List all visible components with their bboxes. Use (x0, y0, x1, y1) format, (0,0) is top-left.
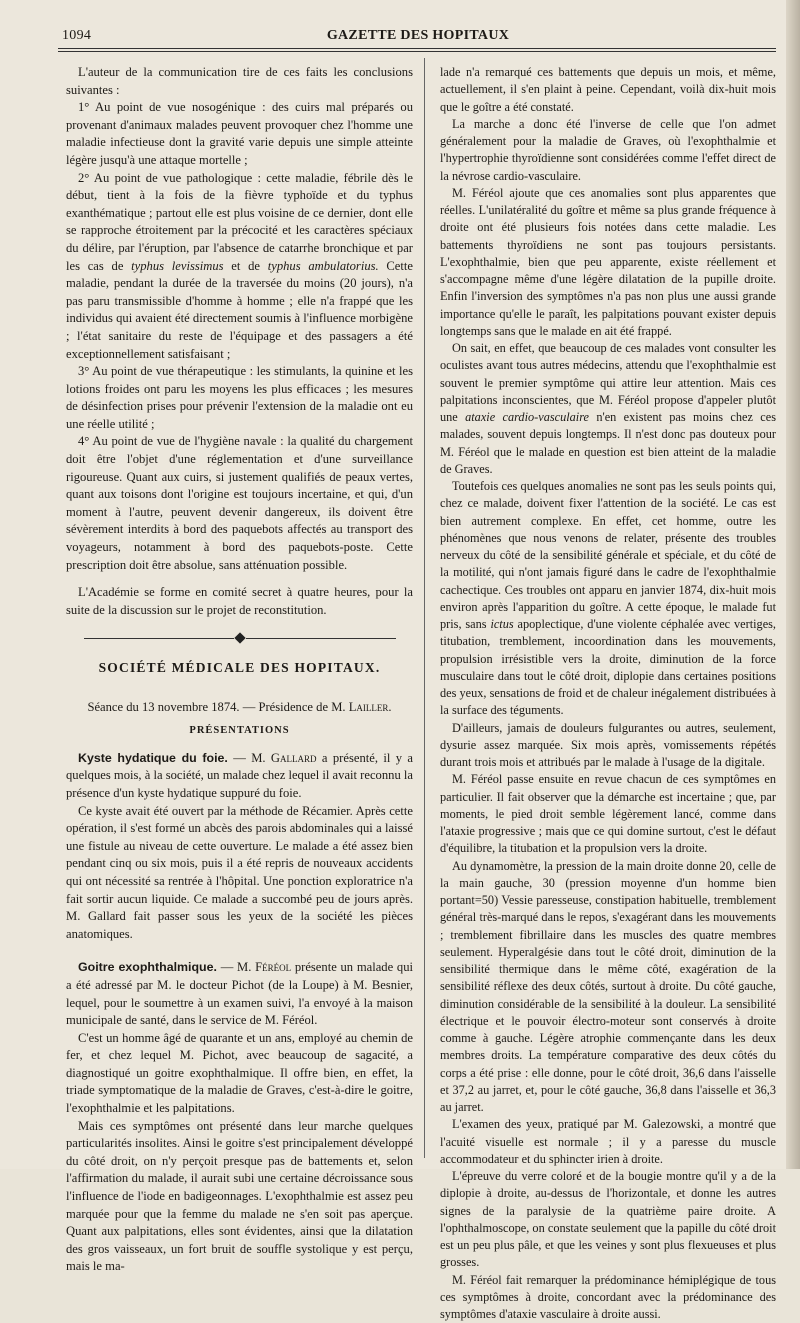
paragraph-r7: M. Féréol passe ensuite en revue chacun de ces symptômes en particulier. Il fait observer que la démarche est incertaine ; que, par moments, le pied droit semble légèrement lancé, comme dans l'ataxie progressive ; mais que ce qui domine surtout, c'est le défaut d'équilibre, la titubation et la propulsion vers la droite. (440, 771, 776, 857)
column-divider (424, 58, 425, 1158)
paragraph-r5 (440, 478, 776, 720)
page-binding-edge (786, 0, 800, 1169)
divider-line (84, 638, 234, 639)
divider-diamond (234, 632, 245, 643)
text-run: a présenté, il y a quelques mois, à la société, un malade chez lequel il avait reconnu la présence d'un kyste hydatique suppuré du foie. (66, 751, 413, 800)
paragraph-conclusion-4: 4° Au point de vue de l'hygiène navale : la qualité du chargement doit être l'objet d'une réglementation et d'une surveillance rigoureuse. Quant aux cuirs, si justement qualifiés de peaux vertes, quant aux toisons dont l'origine est toujours incertaine, et qui, d'un moment à l'autre, peuvent devenir dangereux, ils doivent être sévèrement interdits à bord des paquebots affectés au transport des voyageurs, notamment à bord des paquebots-poste. Cette prescription doit être absolue, sans atténuation possible. (66, 433, 413, 574)
paragraph-conclusion-1: 1° Au point de vue nosogénique : des cuirs mal préparés ou provenant d'animaux malades peuvent provoquer chez l'homme une maladie infectieuse dont la gravité varie depuis une simple atteinte légère jusqu'à une attaque mortelle ; (66, 99, 413, 169)
paragraph-r8: Au dynamomètre, la pression de la main droite donne 20, celle de la main gauche, 30 (pression moyenne d'un homme bien portant=50) Vessie paresseuse, constipation habituelle, tremblement général très-marqué dans le repos, s'exagérant dans les mouvements ; tremblement fibrillaire dans les muscles des quatre membres seulement. Hyperalgésie dans tout le côté droit, diminution de la sensibilité thermique dans le même côté, exagération de la sensibilité réflexe des deux côtés, surtout à droite. Du côté gauche, diminution considérable de la sensibilité à la douleur. La sensibilité électrique et le pouvoir électro-moteur sont conservés à droite comme à gauche. Légère atrophie commençante dans les deux membres droits. La température comparative des deux côtés du corps a été prise : elle donne, pour le côté droit, 36,6 dans l'aisselle et 37,2 au jarret, et, pour le côté gauche, 36,8 dans l'aisselle et 36,3 au jarret. (440, 858, 776, 1117)
page-number: 1094 (62, 28, 91, 44)
paragraph-r2: La marche a donc été l'inverse de celle que l'on admet généralement pour la maladie de Graves, où l'exophthalmie et l'hypertrophie thyroïdienne sont considérées comme l'effet direct de la névrose cardio-vasculaire. (440, 116, 776, 185)
paragraph-r1: lade n'a remarqué ces battements que depuis un mois, et même, actuellement, il s'en plaint à peine. Cependant, voilà dix-huit mois que le goître a été constaté. (440, 64, 776, 116)
paragraph-goitre-2: C'est un homme âgé de quarante et un ans, employé au chemin de fer, et chez lequel M. Pichot, avec beaucoup de sagacité, a diagnostiqué un goitre exophthalmique. Il offre bien, en effet, la triade symptomatique de la maladie de Graves, c'est-à-dire le goitre, l'exophthalmie et les palpitations. (66, 1030, 413, 1118)
paragraph-conclusion-2 (66, 170, 413, 364)
text-run: 2° Au point de vue pathologique : cette maladie, fébrile dès le début, tient à la fois de la fièvre typhoïde et du typhus exanthématique ; partout elle est plus voisine de ce dernier, dont elle se rapproche étroitement par la précocité et les caractères spéciaux du délire, par l'éruption, par l'absence de catarrhe bronchique et par les cas de (66, 171, 413, 273)
text-run: Toutefois ces quelques anomalies ne sont pas les seuls points qui, chez ce malade, doivent fixer l'attention de la société. Le cas est bien autrement complexe. En effet, cet homme, outre les phénomènes que nous venons de relater, présente des troubles nerveux du côté de la sensibilité générale et spéciale, et du côté de la motilité, qui n'ont jamais figuré dans le cadre de l'exophthalmie cachectique. Ces troubles ont apparu en janvier 1874, dix-huit mois environ après l'apparition du goître. A cette époque, le malade fut pris, sans (440, 479, 776, 631)
ornament-divider (66, 629, 413, 647)
journal-title: GAZETTE DES HOPITAUX (62, 28, 774, 44)
text-run: présente un malade qui a été adressé par M. le docteur Pichot (de la Loupe) à M. Besnier, lequel, pour le soumettre à un examen suivi, l'a envoyé à la maison municipale de santé, dans le service de M. Féréol. (66, 960, 413, 1027)
rubric-kyste: Kyste hydatique du foie. (78, 751, 228, 765)
header-rule-top (58, 48, 776, 49)
presentations-heading: PRÉSENTATIONS (66, 722, 413, 740)
paragraph-academie: L'Académie se forme en comité secret à quatre heures, pour la suite de la discussion sur le projet de reconstitution. (66, 584, 413, 619)
spacer (66, 943, 413, 959)
right-column (440, 64, 776, 1323)
seance-text: Séance du 13 novembre 1874. — Présidence de M. (87, 700, 345, 714)
italic-term: typhus ambulatorius. (268, 259, 379, 273)
paragraph-goitre (66, 959, 413, 1029)
dash: — (233, 751, 246, 765)
text-run: apoplectique, d'une violente céphalée avec vertiges, titubation, tremblement, incoordination dans les mouvements, propulsion irrésistible vers la droite, diminution de la force musculaire dans tout le côté droit, diplopie dans certaines positions des yeux, sensations de froid et de chaleur inégalement distribuées à la surface des téguments. (440, 617, 776, 717)
text-run: Cette maladie, pendant la durée de la traversée du moins (20 jours), n'a pas paru transmissible d'homme à homme ; elle n'a frappé que les individus qui avaient été directement soumis à l'influence morbigène ; l'état sanitaire du reste de l'équipage et des passagers a été exceptionnellement satisfaisant ; (66, 259, 413, 361)
paragraph-r3: M. Féréol ajoute que ces anomalies sont plus apparentes que réelles. L'unilatéralité du goître et même sa plus grande fréquence à droite ont été plusieurs fois notées dans cette maladie. Les battements thyroïdiens ne sont pas toujours persistants. L'exophthalmie, bien que peu apparente, existe réellement et s'accompagne même d'une légère dilatation de la pupille droite. Enfin l'inversion des symptômes n'a pas non plus une aussi grande importance qu'elle le paraît, les palpitations pouvant exister depuis longtemps sans que le malade en ait été frappé. (440, 185, 776, 340)
text-run: n'en existent pas moins chez ces malades, souvent depuis longtemps. Il n'est donc pas douteux pour M. Féréol que le malade en question est bien atteint de la maladie de Graves. (440, 410, 776, 476)
text-run: On sait, en effet, que beaucoup de ces malades vont consulter les oculistes avant tous autres médecins, attendu que l'exophthalmie est souvent le premier symptôme qui attire leur attention. Mais ces palpitations inconscientes, que M. Féréol propose d'appeler plutôt une (440, 341, 776, 424)
italic-term: ataxie cardio-vasculaire (465, 410, 589, 424)
paragraph-goitre-3: Mais ces symptômes ont présenté dans leur marche quelques particularités insolites. Ainsi le goitre s'est principalement développé du côté droit, on n'y perçoit presque pas de battements et, selon l'affirmation du malade, il aurait subi une certaine décroissance sous l'influence de l'iode en badigeonnages. L'exophthalmie est assez peu marquée pour que la femme du malade ne s'en soit pas aperçue. Quant aux palpitations, elles sont évidentes, ainsi que la dilatation des gros vaisseaux, un fort bruit de souffle systolique y est perçu, mais le ma- (66, 1118, 413, 1276)
paragraph-r11: M. Féréol fait remarquer la prédominance hémiplégique de tous ces symptômes à droite, concordant avec la prédominance des symptômes d'ataxie vasculaire à droite aussi. (440, 1272, 776, 1323)
author-fereol: M. Féréol (237, 960, 291, 974)
paragraph-kyste-2: Ce kyste avait été ouvert par la méthode de Récamier. Après cette opération, il s'est formé un abcès des parois abdominales qui a laissé une fistule au niveau de cette ouverture. Le malade a été assez bien pendant cinq ou six mois, puis il a été repris de nouveaux accidents qui ont nécessité sa rentrée à l'hôpital. Une ponction exploratrice n'a fait sortir aucun liquide. Ce malade a succombé peu de jours après. M. Gallard fait passer sous les yeux de la société les pièces anatomiques. (66, 803, 413, 944)
president-name: Lailler. (349, 700, 392, 714)
author-gallard: M. Gallard (251, 751, 316, 765)
paragraph-conclusions-intro: L'auteur de la communication tire de ces faits les conclusions suivantes : (66, 64, 413, 99)
paragraph-r4 (440, 340, 776, 478)
left-column (66, 64, 413, 1276)
text-run: et de (231, 259, 260, 273)
section-title: SOCIÉTÉ MÉDICALE DES HOPITAUX. (66, 659, 413, 677)
paragraph-r6: D'ailleurs, jamais de douleurs fulgurantes ou autres, seulement, dysurie assez marquée. Six mois après, vomissements répétés durant trois mois et attribués par le malade à l'usage de la digitale. (440, 720, 776, 772)
paragraph-r10: L'épreuve du verre coloré et de la bougie montre qu'il y a de la diplopie à droite, au-dessus de l'horizontale, et donne les autres signes de la paralysie de la quatrième paire droite. A l'ophthalmoscope, on constate seulement que la papille du côté droit est un peu plus pâle, et que les veines y sont plus flexueuses et plus grosses. (440, 1168, 776, 1272)
paragraph-kyste (66, 750, 413, 803)
italic-term: ictus (490, 617, 513, 631)
seance-line (66, 699, 413, 717)
header-rule-bottom (58, 51, 776, 52)
paragraph-r9: L'examen des yeux, pratiqué par M. Galezowski, a montré que l'acuité visuelle est normale ; il y a paresse du muscle accommodateur et du sphincter irien à droite. (440, 1116, 776, 1168)
spacer (66, 574, 413, 584)
dash: — (221, 960, 234, 974)
paragraph-conclusion-3: 3° Au point de vue thérapeutique : les stimulants, la quinine et les lotions froides ont paru les moyens les plus efficaces ; les mesures de désinfection prises pour prévenir l'extension de la maladie ont eu une réelle utilité ; (66, 363, 413, 433)
divider-line (246, 638, 396, 639)
italic-term: typhus levissimus (131, 259, 223, 273)
page-header (62, 28, 774, 48)
rubric-goitre: Goitre exophthalmique. (78, 960, 217, 974)
